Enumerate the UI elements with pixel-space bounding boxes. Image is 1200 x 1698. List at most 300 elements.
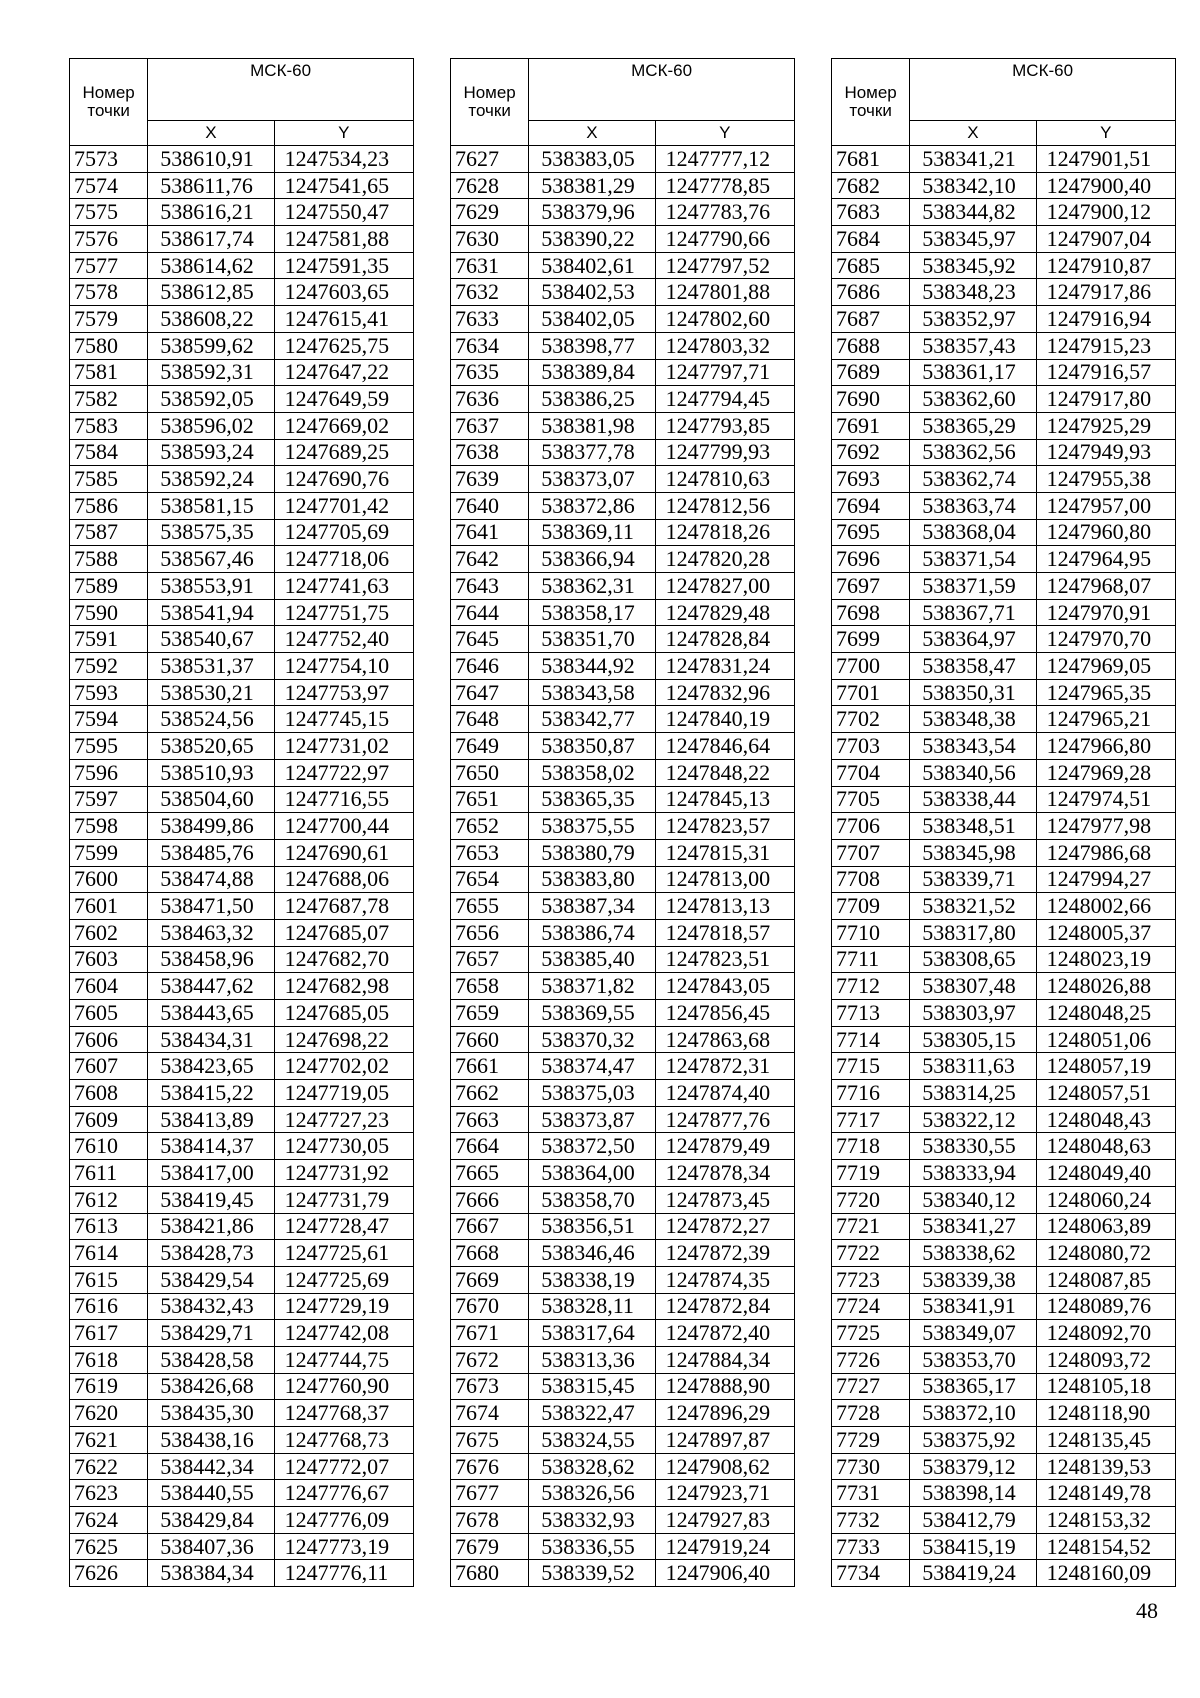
point-number-cell: 7674 xyxy=(451,1400,529,1427)
table-row xyxy=(70,1266,414,1293)
point-number-cell: 7631 xyxy=(451,252,529,279)
table-row xyxy=(70,1053,414,1080)
point-number-cell: 7624 xyxy=(70,1507,148,1534)
table-row xyxy=(451,1000,795,1027)
x-coordinate-cell: 538364,00 xyxy=(529,1160,655,1187)
x-coordinate-cell: 538389,84 xyxy=(529,359,655,386)
y-coordinate-cell: 1247927,83 xyxy=(655,1507,794,1534)
point-number-cell: 7693 xyxy=(832,466,910,493)
y-coordinate-cell: 1247685,07 xyxy=(274,919,413,946)
y-coordinate-cell: 1247872,39 xyxy=(655,1240,794,1267)
table-row xyxy=(832,1453,1176,1480)
y-coordinate-cell: 1248051,06 xyxy=(1036,1026,1175,1053)
point-number-cell: 7579 xyxy=(70,306,148,333)
y-coordinate-cell: 1247729,19 xyxy=(274,1293,413,1320)
y-coordinate-cell: 1247969,05 xyxy=(1036,653,1175,680)
table-row xyxy=(451,1213,795,1240)
table-row xyxy=(832,1106,1176,1133)
table-row xyxy=(832,546,1176,573)
point-number-cell: 7701 xyxy=(832,679,910,706)
point-number-cell: 7642 xyxy=(451,546,529,573)
y-coordinate-cell: 1247923,71 xyxy=(655,1480,794,1507)
y-coordinate-cell: 1247790,66 xyxy=(655,226,794,253)
y-coordinate-cell: 1248105,18 xyxy=(1036,1373,1175,1400)
point-number-cell: 7587 xyxy=(70,519,148,546)
x-coordinate-cell: 538315,45 xyxy=(529,1373,655,1400)
table-row xyxy=(451,1346,795,1373)
table-row xyxy=(451,1480,795,1507)
point-number-cell: 7695 xyxy=(832,519,910,546)
table-row xyxy=(451,759,795,786)
x-coordinate-cell: 538365,35 xyxy=(529,786,655,813)
point-number-cell: 7681 xyxy=(832,146,910,173)
point-number-cell: 7677 xyxy=(451,1480,529,1507)
point-number-cell: 7640 xyxy=(451,492,529,519)
table-row xyxy=(451,1453,795,1480)
table-row xyxy=(70,226,414,253)
table-row xyxy=(451,386,795,413)
point-number-cell: 7644 xyxy=(451,599,529,626)
y-coordinate-cell: 1247827,00 xyxy=(655,573,794,600)
table-row xyxy=(832,1000,1176,1027)
y-coordinate-cell: 1247682,70 xyxy=(274,946,413,973)
y-coordinate-cell: 1247799,93 xyxy=(655,439,794,466)
x-coordinate-cell: 538442,34 xyxy=(148,1453,274,1480)
table-row xyxy=(451,893,795,920)
x-coordinate-cell: 538581,15 xyxy=(148,492,274,519)
point-number-cell: 7696 xyxy=(832,546,910,573)
table-row xyxy=(451,866,795,893)
table-row xyxy=(832,1346,1176,1373)
y-coordinate-cell: 1247815,31 xyxy=(655,839,794,866)
point-number-cell: 7686 xyxy=(832,279,910,306)
table-row xyxy=(451,1293,795,1320)
x-coordinate-cell: 538324,55 xyxy=(529,1427,655,1454)
x-coordinate-cell: 538524,56 xyxy=(148,706,274,733)
y-coordinate-cell: 1247701,42 xyxy=(274,492,413,519)
point-number-cell: 7598 xyxy=(70,813,148,840)
x-coordinate-cell: 538317,64 xyxy=(529,1320,655,1347)
table-row xyxy=(451,1186,795,1213)
x-coordinate-cell: 538379,96 xyxy=(529,199,655,226)
table-row xyxy=(70,1080,414,1107)
point-number-cell: 7699 xyxy=(832,626,910,653)
x-coordinate-cell: 538390,22 xyxy=(529,226,655,253)
y-coordinate-cell: 1247874,40 xyxy=(655,1080,794,1107)
x-coordinate-cell: 538338,62 xyxy=(910,1240,1036,1267)
table-row xyxy=(832,1480,1176,1507)
point-number-cell: 7698 xyxy=(832,599,910,626)
table-row xyxy=(832,1533,1176,1560)
point-number-cell: 7585 xyxy=(70,466,148,493)
y-coordinate-cell: 1247725,69 xyxy=(274,1266,413,1293)
y-coordinate-cell: 1248093,72 xyxy=(1036,1346,1175,1373)
point-number-cell: 7646 xyxy=(451,653,529,680)
x-coordinate-cell: 538541,94 xyxy=(148,599,274,626)
x-coordinate-cell: 538311,63 xyxy=(910,1053,1036,1080)
y-coordinate-cell: 1247823,57 xyxy=(655,813,794,840)
x-coordinate-cell: 538428,58 xyxy=(148,1346,274,1373)
table-row xyxy=(70,199,414,226)
point-number-cell: 7612 xyxy=(70,1186,148,1213)
x-coordinate-cell: 538342,10 xyxy=(910,172,1036,199)
point-number-header: Номер точки xyxy=(832,59,910,146)
point-number-cell: 7716 xyxy=(832,1080,910,1107)
y-coordinate-cell: 1247742,08 xyxy=(274,1320,413,1347)
point-number-cell: 7715 xyxy=(832,1053,910,1080)
x-coordinate-cell: 538438,16 xyxy=(148,1427,274,1454)
x-coordinate-cell: 538350,31 xyxy=(910,679,1036,706)
table-row xyxy=(832,866,1176,893)
table-row xyxy=(832,759,1176,786)
x-coordinate-cell: 538435,30 xyxy=(148,1400,274,1427)
x-coordinate-cell: 538447,62 xyxy=(148,973,274,1000)
x-coordinate-cell: 538358,47 xyxy=(910,653,1036,680)
x-coordinate-cell: 538356,51 xyxy=(529,1213,655,1240)
point-number-cell: 7666 xyxy=(451,1186,529,1213)
y-coordinate-cell: 1247725,61 xyxy=(274,1240,413,1267)
table-row xyxy=(70,1160,414,1187)
x-coordinate-cell: 538328,11 xyxy=(529,1293,655,1320)
point-number-cell: 7670 xyxy=(451,1293,529,1320)
x-coordinate-cell: 538374,47 xyxy=(529,1053,655,1080)
y-coordinate-cell: 1247741,63 xyxy=(274,573,413,600)
y-coordinate-cell: 1247647,22 xyxy=(274,359,413,386)
x-coordinate-cell: 538326,56 xyxy=(529,1480,655,1507)
point-number-cell: 7582 xyxy=(70,386,148,413)
x-header: X xyxy=(529,120,655,145)
y-coordinate-cell: 1247970,91 xyxy=(1036,599,1175,626)
y-coordinate-cell: 1247776,67 xyxy=(274,1480,413,1507)
y-coordinate-cell: 1247793,85 xyxy=(655,412,794,439)
table-row xyxy=(451,332,795,359)
y-coordinate-cell: 1247783,76 xyxy=(655,199,794,226)
y-coordinate-cell: 1247702,02 xyxy=(274,1053,413,1080)
point-number-cell: 7619 xyxy=(70,1373,148,1400)
x-coordinate-cell: 538372,50 xyxy=(529,1133,655,1160)
table-row xyxy=(451,1400,795,1427)
point-number-cell: 7731 xyxy=(832,1480,910,1507)
x-coordinate-cell: 538458,96 xyxy=(148,946,274,973)
x-coordinate-cell: 538357,43 xyxy=(910,332,1036,359)
table-row xyxy=(451,1106,795,1133)
table-row xyxy=(70,1373,414,1400)
y-coordinate-cell: 1247888,90 xyxy=(655,1373,794,1400)
x-coordinate-cell: 538322,12 xyxy=(910,1106,1036,1133)
table-row xyxy=(70,813,414,840)
table-row xyxy=(451,1160,795,1187)
x-coordinate-cell: 538380,79 xyxy=(529,839,655,866)
table-row xyxy=(832,1400,1176,1427)
y-coordinate-cell: 1247828,84 xyxy=(655,626,794,653)
table-row xyxy=(832,332,1176,359)
table-row xyxy=(832,813,1176,840)
point-number-cell: 7636 xyxy=(451,386,529,413)
y-header: Y xyxy=(1036,120,1175,145)
y-coordinate-cell: 1247773,19 xyxy=(274,1533,413,1560)
table-row xyxy=(70,1213,414,1240)
x-coordinate-cell: 538341,27 xyxy=(910,1213,1036,1240)
y-coordinate-cell: 1247797,52 xyxy=(655,252,794,279)
table-row xyxy=(832,1133,1176,1160)
x-coordinate-cell: 538463,32 xyxy=(148,919,274,946)
x-coordinate-cell: 538350,87 xyxy=(529,733,655,760)
y-coordinate-cell: 1247731,92 xyxy=(274,1160,413,1187)
point-number-cell: 7659 xyxy=(451,1000,529,1027)
point-number-cell: 7678 xyxy=(451,1507,529,1534)
y-coordinate-cell: 1247845,13 xyxy=(655,786,794,813)
y-coordinate-cell: 1247754,10 xyxy=(274,653,413,680)
y-coordinate-cell: 1247900,40 xyxy=(1036,172,1175,199)
table-row xyxy=(451,146,795,173)
y-coordinate-cell: 1248153,32 xyxy=(1036,1507,1175,1534)
y-coordinate-cell: 1247776,09 xyxy=(274,1507,413,1534)
x-coordinate-cell: 538383,05 xyxy=(529,146,655,173)
point-number-cell: 7664 xyxy=(451,1133,529,1160)
table-row xyxy=(451,172,795,199)
y-coordinate-cell: 1247687,78 xyxy=(274,893,413,920)
y-coordinate-cell: 1247879,49 xyxy=(655,1133,794,1160)
point-number-cell: 7599 xyxy=(70,839,148,866)
point-number-cell: 7597 xyxy=(70,786,148,813)
y-coordinate-cell: 1247812,56 xyxy=(655,492,794,519)
y-coordinate-cell: 1247874,35 xyxy=(655,1266,794,1293)
x-coordinate-cell: 538346,46 xyxy=(529,1240,655,1267)
x-coordinate-cell: 538373,87 xyxy=(529,1106,655,1133)
point-number-cell: 7707 xyxy=(832,839,910,866)
x-coordinate-cell: 538414,37 xyxy=(148,1133,274,1160)
table-row xyxy=(451,706,795,733)
point-number-cell: 7592 xyxy=(70,653,148,680)
y-coordinate-cell: 1247753,97 xyxy=(274,679,413,706)
table-row xyxy=(832,226,1176,253)
x-coordinate-cell: 538387,34 xyxy=(529,893,655,920)
point-number-cell: 7732 xyxy=(832,1507,910,1534)
point-number-cell: 7618 xyxy=(70,1346,148,1373)
y-coordinate-cell: 1247690,76 xyxy=(274,466,413,493)
x-coordinate-cell: 538616,21 xyxy=(148,199,274,226)
point-number-cell: 7595 xyxy=(70,733,148,760)
point-number-cell: 7611 xyxy=(70,1160,148,1187)
table-row xyxy=(832,1427,1176,1454)
table-row xyxy=(70,946,414,973)
table-row xyxy=(451,679,795,706)
point-number-cell: 7607 xyxy=(70,1053,148,1080)
point-number-cell: 7714 xyxy=(832,1026,910,1053)
point-number-cell: 7634 xyxy=(451,332,529,359)
point-number-cell: 7673 xyxy=(451,1373,529,1400)
table-row xyxy=(70,332,414,359)
table-row xyxy=(832,599,1176,626)
x-coordinate-cell: 538361,17 xyxy=(910,359,1036,386)
table-row xyxy=(832,1293,1176,1320)
y-coordinate-cell: 1247688,06 xyxy=(274,866,413,893)
point-number-cell: 7690 xyxy=(832,386,910,413)
x-coordinate-cell: 538530,21 xyxy=(148,679,274,706)
point-number-cell: 7663 xyxy=(451,1106,529,1133)
y-coordinate-cell: 1248002,66 xyxy=(1036,893,1175,920)
point-number-cell: 7632 xyxy=(451,279,529,306)
table-row xyxy=(70,1480,414,1507)
x-coordinate-cell: 538348,38 xyxy=(910,706,1036,733)
point-number-cell: 7621 xyxy=(70,1427,148,1454)
table-row xyxy=(832,946,1176,973)
table-row xyxy=(451,1266,795,1293)
y-coordinate-cell: 1247752,40 xyxy=(274,626,413,653)
y-coordinate-cell: 1247745,15 xyxy=(274,706,413,733)
y-coordinate-cell: 1247960,80 xyxy=(1036,519,1175,546)
point-number-cell: 7660 xyxy=(451,1026,529,1053)
x-coordinate-cell: 538362,74 xyxy=(910,466,1036,493)
point-number-cell: 7614 xyxy=(70,1240,148,1267)
point-number-cell: 7702 xyxy=(832,706,910,733)
point-number-cell: 7654 xyxy=(451,866,529,893)
coord-system-header: МСК-60 xyxy=(148,59,414,121)
coords-table-1 xyxy=(69,58,414,1587)
y-coordinate-cell: 1247906,40 xyxy=(655,1560,794,1587)
point-number-cell: 7575 xyxy=(70,199,148,226)
point-number-cell: 7645 xyxy=(451,626,529,653)
y-coordinate-cell: 1247728,47 xyxy=(274,1213,413,1240)
y-coordinate-cell: 1247964,95 xyxy=(1036,546,1175,573)
table-row xyxy=(451,973,795,1000)
point-number-cell: 7573 xyxy=(70,146,148,173)
table-row xyxy=(451,1427,795,1454)
x-coordinate-cell: 538365,17 xyxy=(910,1373,1036,1400)
point-number-cell: 7709 xyxy=(832,893,910,920)
x-coordinate-cell: 538375,92 xyxy=(910,1427,1036,1454)
y-coordinate-cell: 1247970,70 xyxy=(1036,626,1175,653)
y-coordinate-cell: 1247727,23 xyxy=(274,1106,413,1133)
point-number-cell: 7672 xyxy=(451,1346,529,1373)
y-coordinate-cell: 1247534,23 xyxy=(274,146,413,173)
x-coordinate-cell: 538349,07 xyxy=(910,1320,1036,1347)
table-row xyxy=(451,813,795,840)
y-coordinate-cell: 1247965,35 xyxy=(1036,679,1175,706)
y-coordinate-cell: 1247730,05 xyxy=(274,1133,413,1160)
point-number-cell: 7616 xyxy=(70,1293,148,1320)
point-number-cell: 7635 xyxy=(451,359,529,386)
table-row xyxy=(70,626,414,653)
table-row xyxy=(70,1507,414,1534)
point-number-cell: 7637 xyxy=(451,412,529,439)
table-row xyxy=(70,973,414,1000)
table-row xyxy=(70,893,414,920)
table-row xyxy=(832,626,1176,653)
table-row xyxy=(832,973,1176,1000)
y-coordinate-cell: 1247901,51 xyxy=(1036,146,1175,173)
point-number-cell: 7591 xyxy=(70,626,148,653)
y-coordinate-cell: 1247794,45 xyxy=(655,386,794,413)
table-row xyxy=(832,1507,1176,1534)
table-row xyxy=(70,146,414,173)
point-number-cell: 7675 xyxy=(451,1427,529,1454)
y-coordinate-cell: 1248135,45 xyxy=(1036,1427,1175,1454)
x-coordinate-cell: 538386,74 xyxy=(529,919,655,946)
y-coordinate-cell: 1247731,79 xyxy=(274,1186,413,1213)
point-number-cell: 7610 xyxy=(70,1133,148,1160)
y-coordinate-cell: 1247966,80 xyxy=(1036,733,1175,760)
y-coordinate-cell: 1247908,62 xyxy=(655,1453,794,1480)
table-row xyxy=(70,706,414,733)
point-number-cell: 7626 xyxy=(70,1560,148,1587)
table-row xyxy=(832,146,1176,173)
y-coordinate-cell: 1247829,48 xyxy=(655,599,794,626)
table-row xyxy=(832,1240,1176,1267)
y-coordinate-cell: 1247722,97 xyxy=(274,759,413,786)
x-coordinate-cell: 538402,53 xyxy=(529,279,655,306)
y-coordinate-cell: 1248026,88 xyxy=(1036,973,1175,1000)
point-number-cell: 7638 xyxy=(451,439,529,466)
point-number-cell: 7676 xyxy=(451,1453,529,1480)
y-coordinate-cell: 1247840,19 xyxy=(655,706,794,733)
x-coordinate-cell: 538373,07 xyxy=(529,466,655,493)
table-row xyxy=(832,1560,1176,1587)
point-number-cell: 7722 xyxy=(832,1240,910,1267)
x-coordinate-cell: 538368,04 xyxy=(910,519,1036,546)
x-coordinate-cell: 538328,62 xyxy=(529,1453,655,1480)
y-coordinate-cell: 1247915,23 xyxy=(1036,332,1175,359)
table-row xyxy=(70,1400,414,1427)
point-number-cell: 7601 xyxy=(70,893,148,920)
table-row xyxy=(70,279,414,306)
point-number-cell: 7593 xyxy=(70,679,148,706)
y-coordinate-cell: 1247716,55 xyxy=(274,786,413,813)
table-row xyxy=(451,1240,795,1267)
x-coordinate-cell: 538340,56 xyxy=(910,759,1036,786)
table-row xyxy=(451,279,795,306)
table-row xyxy=(832,1080,1176,1107)
x-coordinate-cell: 538345,92 xyxy=(910,252,1036,279)
x-coordinate-cell: 538348,23 xyxy=(910,279,1036,306)
point-number-cell: 7576 xyxy=(70,226,148,253)
x-coordinate-cell: 538385,40 xyxy=(529,946,655,973)
y-coordinate-cell: 1247910,87 xyxy=(1036,252,1175,279)
point-number-cell: 7706 xyxy=(832,813,910,840)
y-coordinate-cell: 1247955,38 xyxy=(1036,466,1175,493)
table-row xyxy=(451,412,795,439)
x-coordinate-cell: 538358,02 xyxy=(529,759,655,786)
table-row xyxy=(451,439,795,466)
y-coordinate-cell: 1248048,25 xyxy=(1036,1000,1175,1027)
y-coordinate-cell: 1247803,32 xyxy=(655,332,794,359)
x-header: X xyxy=(148,120,274,145)
x-coordinate-cell: 538421,86 xyxy=(148,1213,274,1240)
point-number-cell: 7653 xyxy=(451,839,529,866)
table-row xyxy=(70,1533,414,1560)
point-number-cell: 7684 xyxy=(832,226,910,253)
coord-system-header: МСК-60 xyxy=(529,59,795,121)
y-coordinate-cell: 1247685,05 xyxy=(274,1000,413,1027)
point-number-cell: 7691 xyxy=(832,412,910,439)
y-coordinate-cell: 1247813,13 xyxy=(655,893,794,920)
x-coordinate-cell: 538333,94 xyxy=(910,1160,1036,1187)
y-coordinate-cell: 1247698,22 xyxy=(274,1026,413,1053)
y-coordinate-cell: 1247682,98 xyxy=(274,973,413,1000)
table-row xyxy=(832,306,1176,333)
x-coordinate-cell: 538339,38 xyxy=(910,1266,1036,1293)
x-coordinate-cell: 538362,60 xyxy=(910,386,1036,413)
point-number-cell: 7622 xyxy=(70,1453,148,1480)
table-row xyxy=(451,1373,795,1400)
y-coordinate-cell: 1247916,57 xyxy=(1036,359,1175,386)
point-number-cell: 7668 xyxy=(451,1240,529,1267)
x-coordinate-cell: 538510,93 xyxy=(148,759,274,786)
point-number-cell: 7627 xyxy=(451,146,529,173)
point-number-cell: 7683 xyxy=(832,199,910,226)
x-coordinate-cell: 538370,32 xyxy=(529,1026,655,1053)
y-coordinate-cell: 1247919,24 xyxy=(655,1533,794,1560)
